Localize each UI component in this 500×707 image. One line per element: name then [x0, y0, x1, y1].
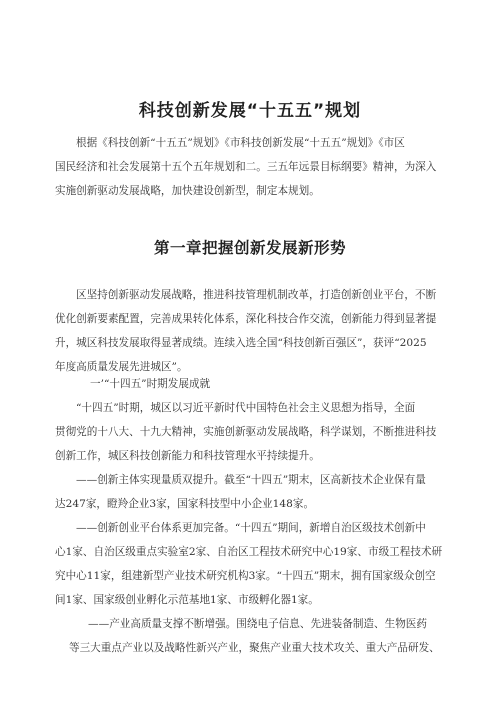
- paragraph-line: 升，城区科技发展取得显著成绩。连续入选全国“科技创新百强区”，获评“2025: [55, 337, 427, 349]
- intro-line: 根据《科技创新“十五五”规划》《市科技创新发展“十五五”规划》《市区: [76, 137, 405, 149]
- intro-line: 国民经济和社会发展第十五个五年规划和二。三五年远景目标纲要》精神，为深入: [55, 161, 437, 173]
- paragraph-line: 贯彻党的十八大、十九大精神，实施创新驱动发展战略，科学谋划，不断推进科技: [55, 426, 437, 438]
- paragraph-line: ——产业高质量支撑不断增强。围绕电子信息、先进装备制造、生物医药: [88, 618, 427, 630]
- intro-line: 实施创新驱动发展战略，加快建设创新型，制定本规划。: [55, 185, 320, 197]
- section-heading-text: 一’“十四五”时期发展成就: [90, 378, 211, 390]
- chapter1-paragraph2: [55, 396, 450, 468]
- intro-paragraph: [55, 131, 450, 203]
- chapter1-paragraph5: [55, 612, 450, 660]
- chapter1-paragraph4: [55, 516, 450, 612]
- document-title: 科技创新发展“十五五”规划: [138, 101, 362, 121]
- paragraph-line: 优化创新要素配置，完善成果转化体系，深化科技合作交流，创新能力得到显著提: [55, 313, 437, 325]
- paragraph-line: 创新工作，城区科技创新能力和科技管理水平持续提升。: [55, 450, 320, 462]
- chapter1-paragraph3: [55, 468, 450, 516]
- paragraph-line: 心1家、自治区级重点实验室2家、自治区工程技术研究中心19家、市级工程技术研: [55, 546, 443, 558]
- chapter1-paragraph1: [55, 283, 450, 379]
- paragraph-line: 究中心11家，组建新型产业技术研究机构3家。“十四五”期末，拥有国家级众创空: [55, 570, 436, 582]
- paragraph-line: 等三大重点产业以及战略性新兴产业，聚焦产业重大技术攻关、重大产品研发、: [69, 642, 440, 654]
- paragraph-line: ——创新主体实现量质双提升。截至“十四五”期末，区高新技术企业保有量: [76, 474, 426, 486]
- paragraph-line: 达247家，瞪羚企业3家，国家科技型中小企业148家。: [55, 498, 315, 510]
- paragraph-line: 年度高质量发展先进城区”。: [55, 361, 188, 373]
- paragraph-line: 区坚持创新驱动发展战略，推进科技管理机制改革，打造创新创业平台，不断: [76, 289, 437, 301]
- paragraph-line: “十四五”时期，城区以习近平新时代中国特色社会主义思想为指导，全面: [76, 402, 416, 414]
- chapter-title: 第一章把握创新发展新形势: [153, 239, 346, 257]
- section-heading: [55, 372, 450, 396]
- paragraph-line: 间1家、国家级创业孵化示范基地1家、市级孵化器1家。: [55, 594, 319, 606]
- paragraph-line: ——创新创业平台体系更加完备。“十四五”期间，新增自治区级技术创新中: [76, 522, 426, 534]
